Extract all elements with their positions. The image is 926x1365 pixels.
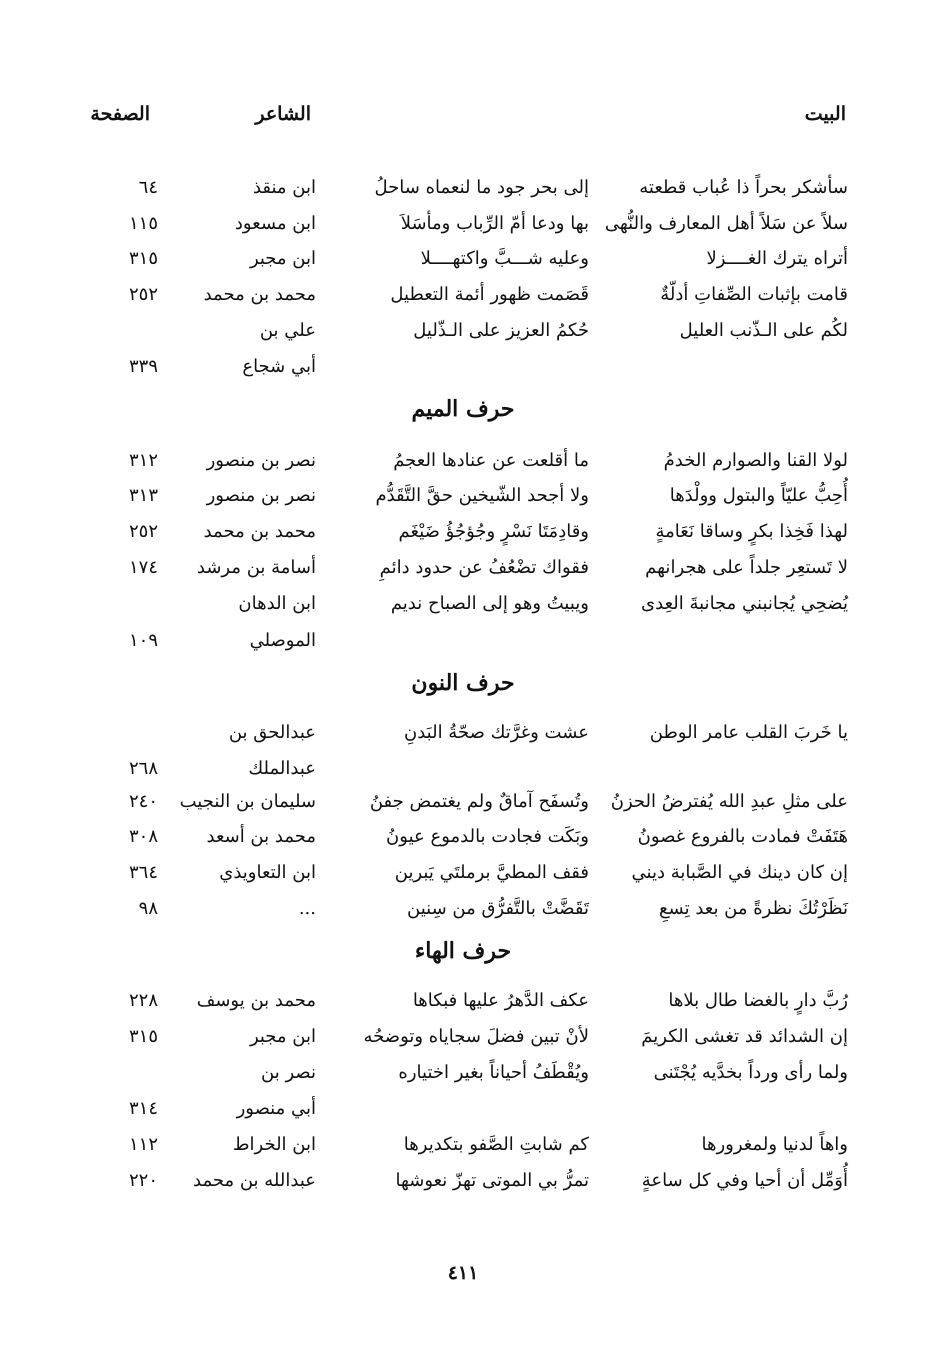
page-ref: ٢٦٨ — [128, 758, 158, 779]
poet-name: ابن منقذ — [252, 177, 316, 198]
poet-name: عبدالله بن محمد — [193, 1170, 316, 1191]
table-row — [0, 350, 926, 384]
poet-name: محمد بن يوسف — [196, 990, 316, 1011]
table-row — [0, 892, 926, 926]
verse-second: ويبيتُ وهو إلى الصباح نديم — [390, 593, 589, 614]
verse-second: ولا أجحد الشّيخين حقَّ التَّقَدُّم — [375, 485, 589, 506]
table-row — [0, 1056, 926, 1090]
table-row — [0, 242, 926, 276]
table-row — [0, 1020, 926, 1054]
verse-first: يا خَربَ القلب عامر الوطن — [649, 722, 848, 743]
page-number: ٤١١ — [447, 1262, 479, 1284]
verse-first: إن كان دينك في الصَّبابة ديني — [631, 862, 848, 883]
header-poet: الشاعر — [255, 103, 311, 125]
table-row — [0, 551, 926, 585]
verse-first: أتراه يترك الغــــزلا — [706, 248, 848, 269]
verse-second: وعليه شـــبَّ واكتهــــلا — [420, 248, 589, 269]
verse-first: أُوَمِّل أن أحيا وفي كل ساعةٍ — [641, 1170, 848, 1191]
verse-first: أُحِبُّ عليّاً والبتول وولْدَها — [669, 485, 848, 506]
poet-name: ابن مجبر — [249, 248, 316, 269]
page-ref: ٦٤ — [138, 177, 158, 198]
poet-name: محمد بن أسعد — [206, 826, 316, 847]
poet-name: أبي منصور — [236, 1098, 316, 1119]
section-heading-haa: حرف الهاء — [414, 938, 512, 964]
table-row — [0, 171, 926, 205]
verse-second: وبَكَت فجادت بالدموع عيونُ — [386, 826, 589, 847]
verse-second: حُكمُ العزيز على الـذّليل — [413, 320, 589, 341]
verse-first: نَظَرْتُكَ نظرةً من بعد تِسعِ — [658, 898, 848, 919]
verse-first: هَتَفَتْ فمادت بالفروع غصونُ — [637, 826, 848, 847]
poet-name: محمد بن محمد — [203, 521, 316, 542]
verse-first: سلاً عن سَلاً أهل المعارف والنُّهى — [604, 213, 848, 234]
poet-name: ابن التعاويذي — [219, 862, 316, 883]
poet-name: ابن الخراط — [232, 1134, 316, 1155]
verse-first: سأشكر بحراً ذا عُباب قطعته — [639, 177, 848, 198]
verse-second: وقادِمَتَا نَسْرٍ وجُؤجُؤُ ضَيْغَم — [398, 521, 589, 542]
poet-name: نصر بن منصور — [206, 450, 316, 471]
page-ref: ٣٠٨ — [128, 826, 158, 847]
table-row — [0, 624, 926, 658]
verse-first: قامت بإثبات الصِّفاتِ أدلّةٌ — [660, 284, 848, 305]
poet-name: نصر بن منصور — [206, 485, 316, 506]
page-ref: ٣١٤ — [128, 1098, 158, 1119]
verse-second: قَصَمت ظهور أئمة التعطيل — [390, 284, 589, 305]
verse-second: تَقَضَّتْ بالتَّفرُّق من سِنين — [407, 898, 589, 919]
verse-first: إن الشدائد قد تغشى الكريمَ — [641, 1026, 848, 1047]
page-ref: ٣٣٩ — [128, 356, 158, 377]
table-row — [0, 752, 926, 786]
header-page: الصفحة — [90, 103, 150, 125]
table-row — [0, 207, 926, 241]
verse-first: رُبَّ دارٍ بالغضا طال بلاها — [668, 990, 848, 1011]
poet-name: ابن مسعود — [234, 213, 316, 234]
page-ref: ٢٢٠ — [128, 1170, 158, 1191]
poet-name: عبدالملك — [248, 758, 316, 779]
page-ref: ٣١٥ — [128, 1026, 158, 1047]
poet-name: ... — [298, 898, 316, 919]
verse-second: لأنْ تبين فضلَ سجاياه وتوضحُه — [363, 1026, 589, 1047]
verse-first: لهذا فَخِذا بكرٍ وساقا نَعَامةٍ — [655, 521, 848, 542]
table-row — [0, 820, 926, 854]
page-ref: ١١٥ — [128, 213, 158, 234]
poet-name: أسامة بن مرشد — [196, 557, 316, 578]
table-row — [0, 314, 926, 348]
poet-name: محمد بن محمد — [203, 284, 316, 305]
page-ref: ٣١٢ — [128, 450, 158, 471]
poet-name: أبي شجاع — [242, 356, 316, 377]
header-verse: البيت — [804, 103, 846, 125]
verse-second: عكف الدَّهرُ عليها فبكاها — [412, 990, 589, 1011]
verse-second: تمرُّ بي الموتى تهزّ نعوشها — [395, 1170, 589, 1191]
verse-second: ويُقْطَفُ أحياناً بغير اختياره — [398, 1062, 589, 1083]
poet-name: ابن مجبر — [249, 1026, 316, 1047]
section-heading-meem: حرف الميم — [411, 396, 515, 422]
verse-second: بها ودعا أمّ الرِّباب ومأسَلاَ — [400, 213, 589, 234]
table-row — [0, 1092, 926, 1126]
verse-second: فقواك تضْعُفُ عن حدود دائمِ — [379, 557, 589, 578]
verse-first: ولما رأى ورداً بخدَّيه يُجْتَنى — [653, 1062, 848, 1083]
page-ref: ١٧٤ — [128, 557, 158, 578]
table-row — [0, 1128, 926, 1162]
verse-first: واهاً لدنيا ولمغرورها — [701, 1134, 848, 1155]
poet-name: ابن الدهان — [238, 593, 316, 614]
table-row — [0, 785, 926, 819]
verse-first: على مثلِ عبدِ الله يُفترضُ الحزنُ — [610, 791, 848, 812]
page-ref: ٣١٥ — [128, 248, 158, 269]
table-row — [0, 984, 926, 1018]
verse-second: وتُسفَح آماقٌ ولم يغتمض جفنُ — [369, 791, 589, 812]
verse-first: لكُم على الـذّنب العليل — [679, 320, 848, 341]
poet-name: سليمان بن النجيب — [179, 791, 316, 812]
table-row — [0, 479, 926, 513]
verse-second: عشت وغرَّتك صحّةُ البَدنِ — [404, 722, 589, 743]
poet-name: الموصلي — [249, 630, 316, 651]
table-row — [0, 587, 926, 621]
verse-second: إلى بحر جود ما لنعماه ساحلُ — [374, 177, 589, 198]
page-ref: ٩٨ — [138, 898, 158, 919]
verse-second: كم شابتِ الصَّفو بتكديرها — [403, 1134, 589, 1155]
verse-first: لولا القنا والصوارم الخدمُ — [663, 450, 848, 471]
poet-name: نصر بن — [261, 1062, 316, 1083]
page-ref: ٢٥٢ — [128, 521, 158, 542]
page-ref: ٢٥٢ — [128, 284, 158, 305]
poet-name: عبدالحق بن — [228, 722, 316, 743]
table-row — [0, 1164, 926, 1198]
poet-name: علي بن — [259, 320, 316, 341]
verse-first: لا تَستعِر جلداً على هجرانهم — [645, 557, 848, 578]
section-heading-noon: حرف النون — [411, 670, 515, 696]
verse-second: فقف المطيَّ برملتَي يَبرين — [394, 862, 589, 883]
page-ref: ٣١٣ — [128, 485, 158, 506]
page-ref: ١٠٩ — [128, 630, 158, 651]
table-row — [0, 856, 926, 890]
page-ref: ٢٢٨ — [128, 990, 158, 1011]
verse-second: ما أقلعت عن عنادها العجمُ — [393, 450, 589, 471]
page-ref: ٢٤٠ — [128, 791, 158, 812]
table-row — [0, 716, 926, 750]
page-ref: ٣٦٤ — [128, 862, 158, 883]
table-row — [0, 515, 926, 549]
page-ref: ١١٢ — [128, 1134, 158, 1155]
table-row — [0, 278, 926, 312]
table-row — [0, 444, 926, 478]
verse-first: يُضحِي يُجانبني مجانبةَ العِدى — [641, 593, 848, 614]
